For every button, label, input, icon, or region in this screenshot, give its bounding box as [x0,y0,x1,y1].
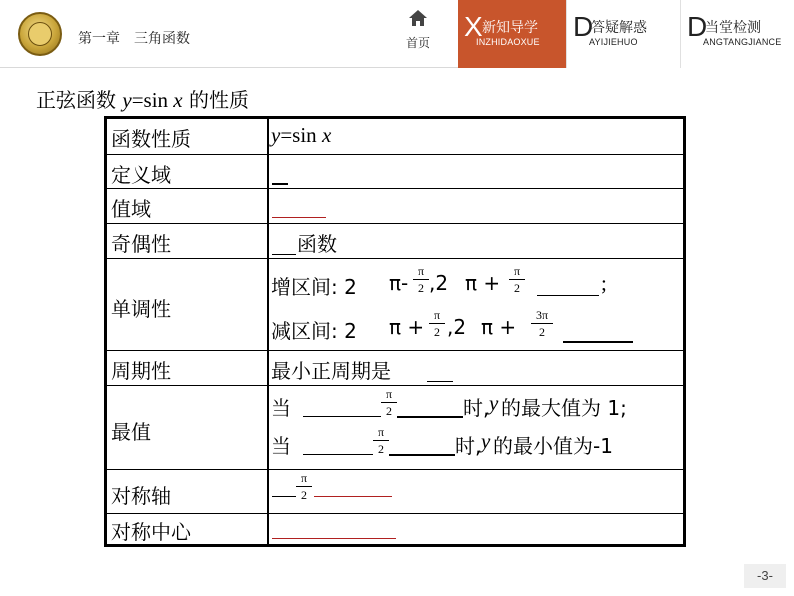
answer-blank [389,454,455,456]
tab-title: 当堂检测 [705,20,761,36]
dec-mid2: ,2 [447,315,467,339]
table-row-center [107,513,683,544]
min-prefix: 当 [271,434,291,458]
min-suffix-b: 的最小值为-1 [493,434,613,458]
home-label: 首页 [405,36,430,50]
answer-blank [272,217,326,218]
row-label: 最值 [111,420,151,444]
properties-table [104,116,686,547]
dec-mid1: π + [389,315,425,339]
table-row-range [107,188,683,223]
fraction-pi-2: π 2 [429,309,445,338]
fraction-3pi-2: 3π 2 [531,309,553,338]
min-y: y [481,429,491,453]
row-label: 值域 [111,197,151,221]
parity-text: 函数 [297,232,337,256]
inc-prefix: 增区间: 2 [271,275,357,299]
max-y: y [489,391,499,415]
row-label: 函数性质 [111,127,191,151]
home-icon [409,10,427,26]
fraction-pi-2: π 2 [413,265,429,294]
inc-mid3: π + [465,271,501,295]
tab-letter: D [687,11,708,42]
row-label: 单调性 [111,297,171,321]
title-suffix: 的性质 [182,88,249,112]
table-row-parity [107,223,683,258]
answer-blank [272,183,288,185]
tab-dayi-jiehuo[interactable] [566,0,680,68]
answer-blank [272,254,296,255]
inc-mid1: π- [389,271,409,295]
row-label: 定义域 [111,163,171,187]
tab-title: 新知导学 [482,20,538,36]
fraction-pi-2: π 2 [509,265,525,294]
fraction-pi-2: π 2 [296,472,312,501]
answer-blank [563,341,633,343]
title-eq: =sin [131,88,174,112]
period-text: 最小正周期是 [271,359,391,383]
page-title [36,84,249,113]
max-prefix: 当 [271,396,291,420]
school-logo-inner [28,22,52,46]
answer-blank [397,416,463,418]
answer-blank [272,496,296,497]
max-suffix-b: 的最大值为 1; [501,396,627,420]
inc-mid2: ,2 [429,271,449,295]
answer-blank [303,454,373,455]
min-suffix-a: 时, [455,434,482,458]
tab-letter: X [464,11,483,42]
title-x: x [173,88,183,112]
tab-letter: D [573,11,594,42]
table-row-extrema [107,385,683,469]
dec-prefix: 减区间: 2 [271,319,357,343]
row-label: 对称中心 [111,520,191,544]
tab-subtitle: INZHIDAOXUE [476,37,540,47]
page-number: -3- [744,564,786,588]
tab-xinzhi-daoxue[interactable] [458,0,566,68]
fraction-pi-2: π 2 [373,426,389,455]
home-button[interactable] [396,6,440,62]
answer-blank [272,538,396,539]
chapter-title: 第一章 三角函数 [78,31,190,47]
answer-blank [314,496,392,497]
table-row-domain [107,154,683,188]
answer-blank [537,295,599,296]
header-bar [0,0,794,68]
tab-subtitle: ANGTANGJIANCE [703,37,782,47]
dec-mid3: π + [481,315,517,339]
tab-title: 答疑解惑 [591,20,647,36]
row-label: 对称轴 [111,484,171,508]
title-prefix: 正弦函数 [36,88,123,112]
title-y: y [122,88,132,112]
table-row-period [107,350,683,385]
answer-blank [427,381,453,382]
max-suffix-a: 时, [463,396,490,420]
inc-end: ; [601,271,607,295]
table-row-axis [107,469,683,513]
row-label: 奇偶性 [111,232,171,256]
fraction-pi-2: π 2 [381,388,397,417]
answer-blank [303,416,381,417]
table-row-monotonic [107,258,683,350]
table-row-header [107,119,683,154]
header-formula: y=sin x [271,123,332,147]
tab-subtitle: AYIJIEHUO [589,37,638,47]
row-label: 周期性 [111,359,171,383]
tab-dangtang-jiance[interactable] [680,0,794,68]
school-logo [18,12,62,56]
